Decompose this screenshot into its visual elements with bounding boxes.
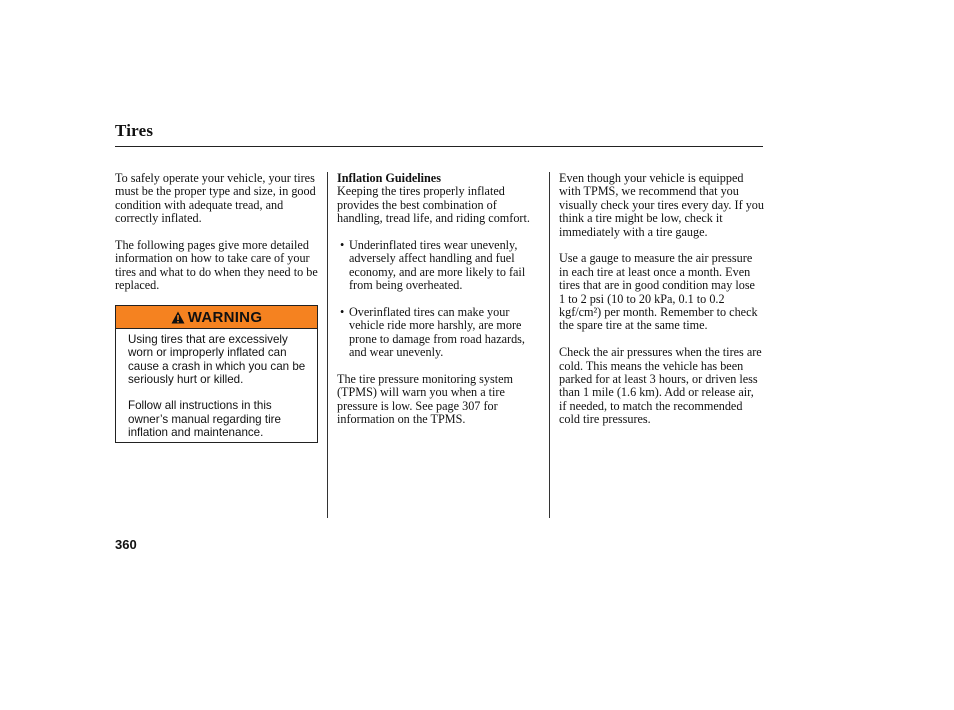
page-number: 360	[115, 537, 137, 552]
column-divider	[549, 172, 550, 518]
page-title: Tires	[115, 121, 154, 140]
warning-triangle-icon	[171, 311, 185, 324]
intro-paragraph: To safely operate your vehicle, your tires must be the proper type and size, in good condition with adequate tread, and correctly inflated.	[115, 171, 316, 226]
title-rule	[115, 146, 763, 147]
check-paragraph: Check the air pressures when the tires are cold. This means the vehicle has been parked for at least 3 hours, or driven less than 1 mile (1.6 km). Add or release air, if needed, to match the recommended cold tire pressures.	[559, 345, 762, 427]
column-1	[115, 172, 320, 306]
check-paragraph: Use a gauge to measure the air pressure in each tire at least once a month. Even tires that are in good condition may lose 1 to 2 psi (10 to 20 kPa, 0.1 to 0.2 kgf/cm²) per month. Remember to check the spare tire at the same time.	[559, 251, 758, 333]
column-2	[337, 172, 542, 440]
tpms-paragraph: The tire pressure monitoring system (TPMS) will warn you when a tire pressure is low. See page 307 for information on the TPMS.	[337, 372, 514, 427]
warning-body	[116, 329, 317, 439]
inflation-intro: Keeping the tires properly inflated provides the best combination of handling, tread life, and riding comfort.	[337, 184, 530, 226]
list-item: • Underinflated tires wear unevenly, adversely affect handling and fuel economy, and are more likely to fail from being overheated.	[337, 239, 542, 293]
intro-paragraph: The following pages give more detailed information on how to take care of your tires and what to do when they need to be replaced.	[115, 238, 318, 293]
list-item: • Overinflated tires can make your vehicle ride more harshly, are more prone to damage from road hazards, and wear unevenly.	[337, 306, 542, 360]
column-3	[559, 172, 764, 440]
inflation-bullet-list	[337, 239, 542, 360]
warning-box	[115, 305, 318, 443]
warning-paragraph: Using tires that are excessively worn or improperly inflated can cause a crash in which you can be seriously hurt or killed.	[128, 333, 306, 386]
column-divider	[327, 172, 328, 518]
warning-paragraph: Follow all instructions in this owner’s manual regarding tire inflation and maintenance.	[128, 399, 281, 440]
warning-header	[116, 306, 317, 329]
check-paragraph: Even though your vehicle is equipped with TPMS, we recommend that you visually check your tires every day. If you think a tire might be low, check it immediately with a tire gauge.	[559, 171, 764, 239]
section-heading: Inflation Guidelines	[337, 171, 441, 185]
warning-title: WARNING	[187, 308, 263, 326]
